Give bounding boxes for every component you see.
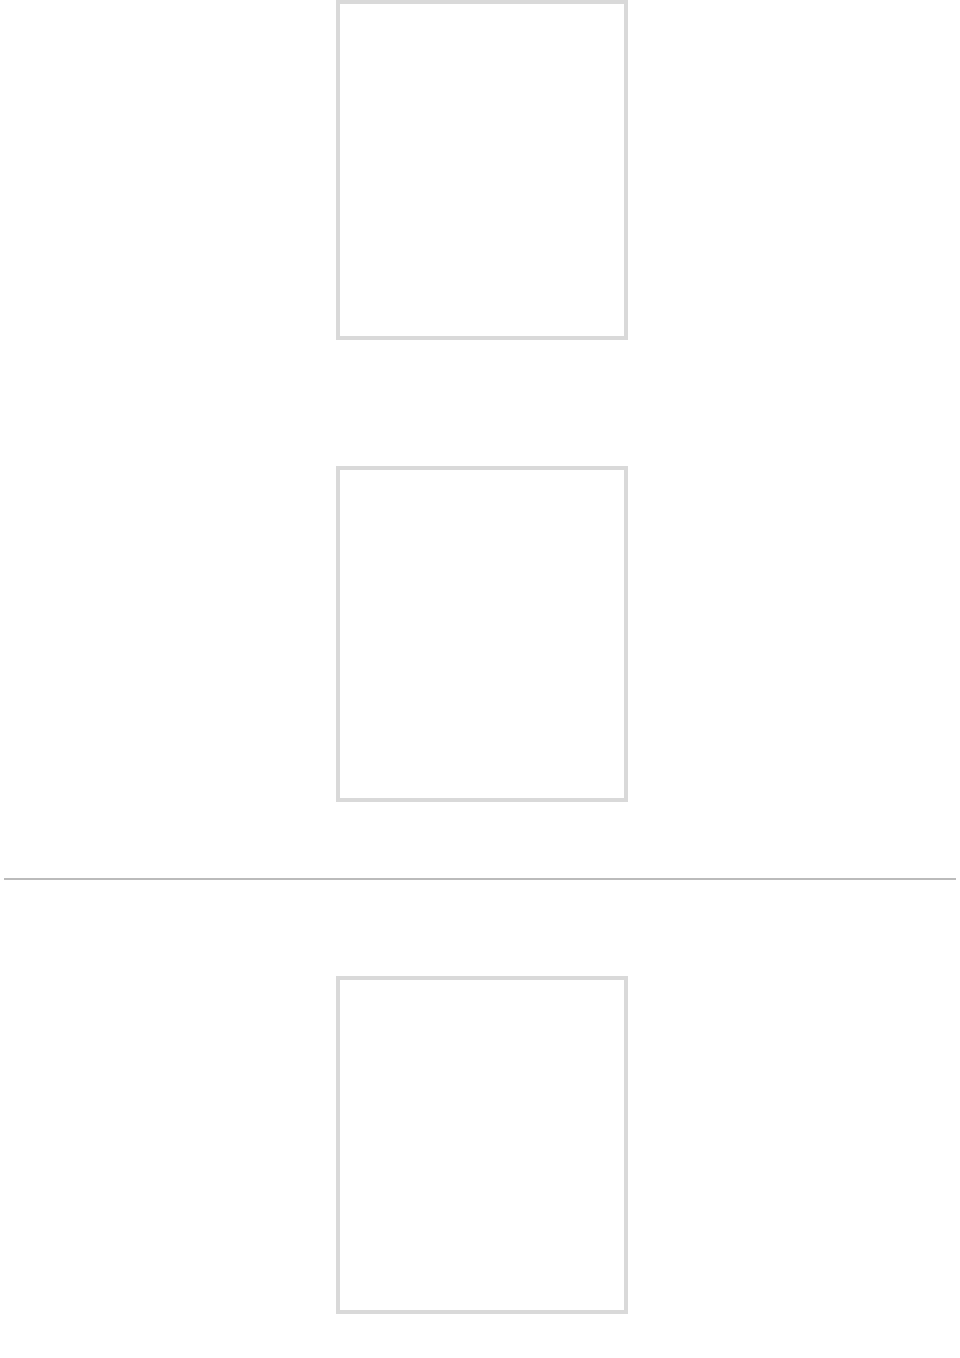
screenshot-table-2 — [336, 466, 628, 802]
phone-screen-3 — [348, 988, 624, 1318]
screenshot-menu — [336, 976, 628, 1314]
screenshot-table-1 — [336, 0, 628, 340]
divider — [4, 878, 956, 880]
